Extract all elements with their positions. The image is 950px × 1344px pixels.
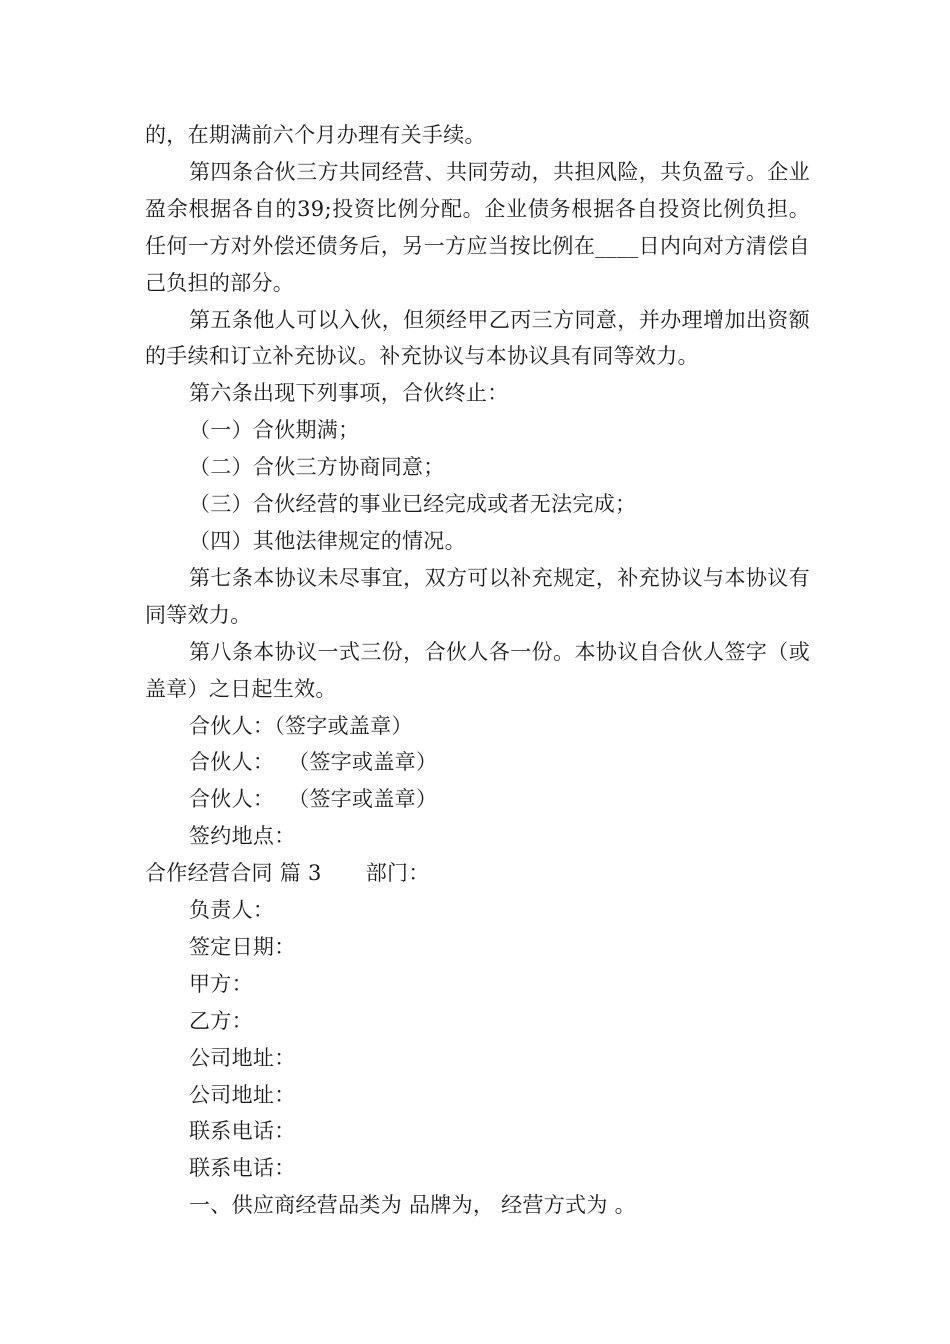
article-6-item-3: （三）合伙经营的事业已经完成或者无法完成； xyxy=(189,492,637,517)
field-party-b: 乙方： xyxy=(189,1008,253,1033)
signing-place: 签约地点： xyxy=(189,824,296,849)
section-title: 合作经营合同 篇 3 xyxy=(145,861,322,886)
field-person-in-charge: 负责人： xyxy=(189,898,275,923)
field-company-address-1: 公司地址： xyxy=(189,1045,296,1070)
article-6-item-1: （一）合伙期满； xyxy=(189,418,360,443)
article-5: 第五条他人可以入伙，但须经甲乙丙三方同意，并办理增加出资额的手续和订立补充协议。补充协议与本协议具有同等效力。 xyxy=(145,307,810,369)
article-6-item-4: （四）其他法律规定的情况。 xyxy=(189,528,466,553)
article-8: 第八条本协议一式三份，合伙人各一份。本协议自合伙人签字（或盖章）之日起生效。 xyxy=(145,639,810,701)
clause-1: 一、供应商经营品类为 品牌为， 经营方式为 。 xyxy=(189,1193,636,1218)
paragraph-continuation: 的，在期满前六个月办理有关手续。 xyxy=(145,123,486,147)
partner-signature-3: 合伙人： （签字或盖章） xyxy=(189,787,438,812)
article-7: 第七条本协议未尽事宜，双方可以补充规定，补充协议与本协议有同等效力。 xyxy=(145,565,810,627)
section-heading xyxy=(145,855,810,892)
department-label: 部门： xyxy=(365,861,430,886)
field-phone-1: 联系电话： xyxy=(189,1119,296,1144)
field-company-address-2: 公司地址： xyxy=(189,1082,296,1107)
field-signing-date: 签定日期： xyxy=(189,934,296,959)
article-4: 第四条合伙三方共同经营、共同劳动，共担风险，共负盈亏。企业盈余根据各自的39;投资比例分配。企业债务根据各自投资比例负担。任何一方对外偿还债务后，另一方应当按比例在____日内向对方清偿自己负担的部分。 xyxy=(145,159,810,295)
document-body xyxy=(145,117,810,1224)
partner-signature-1: 合伙人：（签字或盖章） xyxy=(189,713,413,738)
field-phone-2: 联系电话： xyxy=(189,1156,296,1181)
article-6-item-2: （二）合伙三方协商同意； xyxy=(189,455,445,480)
field-party-a: 甲方： xyxy=(189,971,253,996)
partner-signature-2: 合伙人： （签字或盖章） xyxy=(189,750,438,775)
article-6: 第六条出现下列事项，合伙终止： xyxy=(189,381,509,406)
